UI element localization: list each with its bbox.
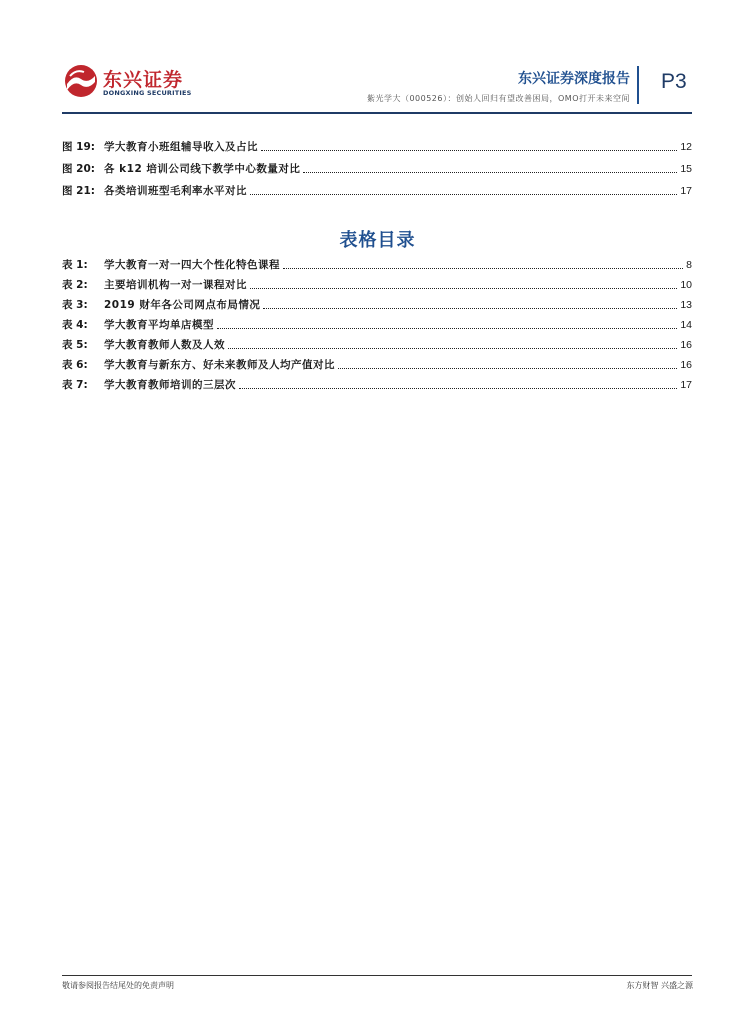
toc-entry-label: 表 2: (62, 279, 88, 291)
toc-entry-page: 16 (680, 339, 692, 351)
toc-entry[interactable] (62, 274, 692, 292)
toc-entry-title: 学大教育平均单店模型 (104, 319, 214, 331)
toc-entry-title: 学大教育小班组辅导收入及占比 (104, 141, 258, 153)
toc-entry-label: 表 6: (62, 359, 88, 371)
toc-entry-title: 主要培训机构一对一课程对比 (104, 279, 247, 291)
report-title: 东兴证券深度报告 (518, 71, 630, 87)
toc-entry-page: 8 (686, 259, 692, 271)
toc-leader-dots (250, 193, 677, 195)
toc-leader-dots (239, 387, 677, 389)
toc-entry-label: 图 21: (62, 185, 95, 197)
toc-entry-page: 17 (680, 185, 692, 197)
toc-entry[interactable] (62, 158, 692, 176)
toc-entry-page: 14 (680, 319, 692, 331)
toc-entry[interactable] (62, 136, 692, 154)
toc-entry[interactable] (62, 314, 692, 332)
toc-entry-page: 17 (680, 379, 692, 391)
toc-entry[interactable] (62, 354, 692, 372)
toc-entry-label: 图 19: (62, 141, 95, 153)
toc-entry-label: 表 4: (62, 319, 88, 331)
toc-entry-page: 10 (680, 279, 692, 291)
toc-entry[interactable] (62, 254, 692, 272)
toc-entry-title: 学大教育教师培训的三层次 (104, 379, 236, 391)
toc-leader-dots (261, 149, 677, 151)
toc-entry[interactable] (62, 294, 692, 312)
toc-entry-title: 学大教育教师人数及人效 (104, 339, 225, 351)
footer-slogan: 东方财智 兴盛之源 (626, 981, 693, 990)
table-list-heading: 表格目录 (339, 230, 416, 251)
toc-entry-label: 图 20: (62, 163, 95, 175)
toc-entry-title: 各类培训班型毛利率水平对比 (104, 185, 247, 197)
header-rule (62, 112, 692, 114)
toc-entry-title: 学大教育与新东方、好未来教师及人均产值对比 (104, 359, 335, 371)
logo-text-en: DONGXING SECURITIES (103, 89, 192, 97)
toc-entry-page: 15 (680, 163, 692, 175)
toc-entry-page: 13 (680, 299, 692, 311)
toc-entry-page: 16 (680, 359, 692, 371)
report-subtitle: 紫光学大（000526）：创始人回归有望改善困局，OMO打开未来空间 (366, 94, 630, 103)
toc-leader-dots (228, 347, 677, 349)
toc-leader-dots (263, 307, 677, 309)
toc-entry-label: 表 3: (62, 299, 88, 311)
toc-leader-dots (283, 267, 683, 269)
toc-leader-dots (217, 327, 677, 329)
toc-leader-dots (303, 171, 677, 173)
logo-emblem-icon (62, 64, 100, 98)
toc-entry-page: 12 (680, 141, 692, 153)
company-logo (62, 62, 192, 102)
footer-rule (62, 975, 692, 976)
toc-leader-dots (250, 287, 677, 289)
footer-disclaimer: 敬请参阅报告结尾处的免责声明 (62, 981, 174, 990)
toc-entry-title: 2019 财年各公司网点布局情况 (104, 299, 261, 311)
toc-entry[interactable] (62, 374, 692, 392)
toc-entry[interactable] (62, 334, 692, 352)
toc-entry-label: 表 1: (62, 259, 88, 271)
toc-entry-label: 表 7: (62, 379, 88, 391)
header-divider (637, 66, 639, 104)
logo-text-cn: 东兴证券 (103, 69, 184, 91)
page-number: P3 (661, 70, 687, 93)
toc-entry-title: 各 k12 培训公司线下教学中心数量对比 (104, 163, 301, 175)
toc-entry[interactable] (62, 180, 692, 198)
toc-leader-dots (338, 367, 677, 369)
toc-entry-title: 学大教育一对一四大个性化特色课程 (104, 259, 280, 271)
toc-entry-label: 表 5: (62, 339, 88, 351)
